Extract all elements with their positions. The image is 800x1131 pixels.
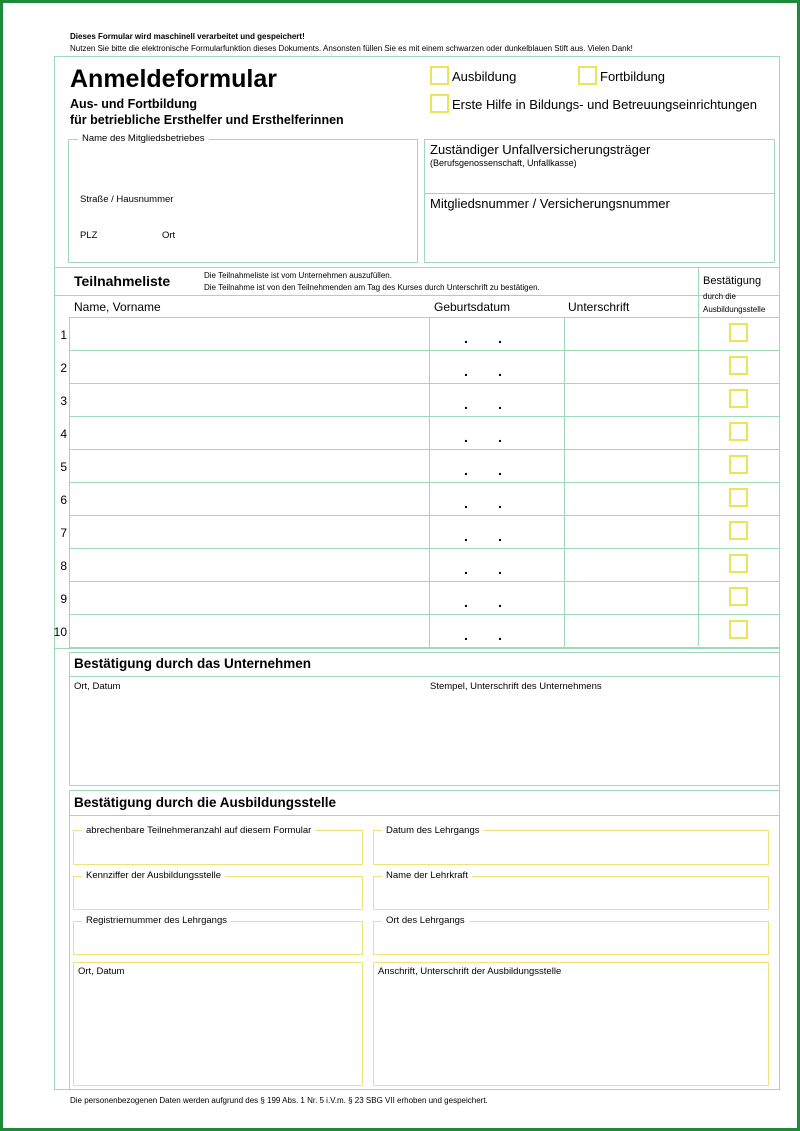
- company-confirm-place-date: Ort, Datum: [74, 681, 121, 692]
- notice-line-1: Dieses Formular wird maschinell verarbeitet und gespeichert!: [70, 32, 305, 41]
- date-separator-dot: .: [464, 528, 468, 544]
- street-input[interactable]: [72, 206, 412, 224]
- fortbildung-checkbox[interactable]: [578, 66, 597, 85]
- table-row-line: [69, 449, 780, 450]
- col-sign-header: Unterschrift: [568, 300, 630, 314]
- participant-name-input[interactable]: [72, 618, 426, 643]
- company-confirm-place-date-input[interactable]: [72, 696, 412, 776]
- participant-confirm-checkbox[interactable]: [729, 422, 748, 441]
- participant-confirm-checkbox[interactable]: [729, 323, 748, 342]
- participant-name-input[interactable]: [72, 552, 426, 577]
- participants-title: Teilnahmeliste: [74, 273, 171, 289]
- row-number: 2: [60, 361, 67, 375]
- participant-birthdate-input[interactable]: [432, 354, 562, 379]
- participant-name-input[interactable]: [72, 387, 426, 412]
- date-separator-dot: .: [464, 363, 468, 379]
- training-confirm-title: Bestätigung durch die Ausbildungsstelle: [74, 795, 337, 810]
- participant-signature-input[interactable]: [567, 486, 695, 511]
- training-place-date-box[interactable]: [73, 962, 363, 1086]
- row-number: 10: [53, 625, 67, 639]
- plz-label: PLZ: [80, 230, 98, 241]
- company-name-legend: Name des Mitgliedsbetriebes: [78, 133, 209, 144]
- confirm-header-3: Ausbildungsstelle: [703, 305, 766, 314]
- participant-name-input[interactable]: [72, 519, 426, 544]
- member-number-label: Mitgliedsnummer / Versicherungsnummer: [430, 196, 670, 211]
- participants-note-2: Die Teilnahme ist von den Teilnehmenden am Tag des Kurses durch Unterschrift zu bestätigen.: [204, 283, 540, 292]
- participant-confirm-checkbox[interactable]: [729, 356, 748, 375]
- table-row-line: [69, 581, 780, 582]
- participant-birthdate-input[interactable]: [432, 519, 562, 544]
- training-code-box[interactable]: [73, 876, 363, 910]
- date-separator-dot: .: [464, 561, 468, 577]
- row-number: 1: [60, 328, 67, 342]
- course-place-label: Ort des Lehrgangs: [382, 915, 469, 926]
- participant-birthdate-input[interactable]: [432, 486, 562, 511]
- company-confirm-stamp: Stempel, Unterschrift des Unternehmens: [430, 681, 602, 692]
- erste-hilfe-label: Erste Hilfe in Bildungs- und Betreuungseinrichtungen: [452, 97, 757, 112]
- company-confirm-stamp-input[interactable]: [428, 696, 773, 776]
- date-separator-dot: .: [464, 627, 468, 643]
- ausbildung-label: Ausbildung: [452, 69, 517, 84]
- table-row-line: [69, 515, 780, 516]
- table-top-line: [69, 317, 780, 318]
- participant-confirm-checkbox[interactable]: [729, 521, 748, 540]
- participant-birthdate-input[interactable]: [432, 321, 562, 346]
- company-confirm-divider: [69, 676, 780, 677]
- participant-birthdate-input[interactable]: [432, 585, 562, 610]
- date-separator-dot: .: [498, 627, 502, 643]
- participant-confirm-checkbox[interactable]: [729, 620, 748, 639]
- teacher-name-label: Name der Lehrkraft: [382, 870, 472, 881]
- participant-signature-input[interactable]: [567, 354, 695, 379]
- participant-birthdate-input[interactable]: [432, 453, 562, 478]
- date-separator-dot: .: [498, 330, 502, 346]
- insurer-input[interactable]: [428, 170, 771, 190]
- row-number: 5: [60, 460, 67, 474]
- insurer-divider: [424, 193, 775, 194]
- participant-confirm-checkbox[interactable]: [729, 587, 748, 606]
- plz-ort-input[interactable]: [72, 242, 412, 260]
- training-confirm-divider: [69, 815, 780, 816]
- registration-number-box[interactable]: [73, 921, 363, 955]
- course-place-box[interactable]: [373, 921, 769, 955]
- participant-signature-input[interactable]: [567, 321, 695, 346]
- col-birth-header: Geburtsdatum: [434, 300, 511, 314]
- date-separator-dot: .: [464, 462, 468, 478]
- date-separator-dot: .: [498, 396, 502, 412]
- notice-line-2: Nutzen Sie bitte die elektronische Formularfunktion dieses Dokuments. Ansonsten füllen Sie es mit einem schwarzen oder dunkelblauen Stift aus. Vielen Dank!: [70, 44, 633, 53]
- date-separator-dot: .: [498, 429, 502, 445]
- training-place-date-label: Ort, Datum: [78, 966, 125, 977]
- participant-name-input[interactable]: [72, 486, 426, 511]
- row-number: 7: [60, 526, 67, 540]
- row-number: 3: [60, 394, 67, 408]
- date-separator-dot: .: [498, 462, 502, 478]
- table-row-line: [69, 350, 780, 351]
- participant-birthdate-input[interactable]: [432, 387, 562, 412]
- participant-confirm-checkbox[interactable]: [729, 455, 748, 474]
- course-date-label: Datum des Lehrgangs: [382, 825, 483, 836]
- company-name-input[interactable]: [72, 150, 412, 186]
- table-row-line: [69, 548, 780, 549]
- company-confirm-title: Bestätigung durch das Unternehmen: [74, 656, 312, 671]
- participant-name-input[interactable]: [72, 453, 426, 478]
- footer-text: Die personenbezogenen Daten werden aufgrund des § 199 Abs. 1 Nr. 5 i.V.m. § 23 SBG VII erhoben und gespeichert.: [70, 1096, 488, 1105]
- form-subtitle-1: Aus- und Fortbildung: [70, 97, 198, 111]
- table-row-line: [69, 614, 780, 615]
- training-signature-label: Anschrift, Unterschrift der Ausbildungsstelle: [378, 966, 562, 977]
- participant-name-input[interactable]: [72, 420, 426, 445]
- date-separator-dot: .: [498, 594, 502, 610]
- row-number: 9: [60, 592, 67, 606]
- training-signature-box[interactable]: [373, 962, 769, 1086]
- participants-top-line: [54, 267, 780, 268]
- date-separator-dot: .: [464, 396, 468, 412]
- participant-signature-input[interactable]: [567, 420, 695, 445]
- date-separator-dot: .: [464, 495, 468, 511]
- participant-signature-input[interactable]: [567, 519, 695, 544]
- fortbildung-label: Fortbildung: [600, 69, 666, 84]
- confirm-header-2: durch die: [703, 292, 736, 301]
- participants-header-line: [54, 295, 780, 296]
- participant-signature-input[interactable]: [567, 387, 695, 412]
- insurer-subtitle: (Berufsgenossenschaft, Unfallkasse): [430, 158, 577, 168]
- row-number: 6: [60, 493, 67, 507]
- training-code-label: Kennziffer der Ausbildungsstelle: [82, 870, 225, 881]
- registration-number-label: Registriernummer des Lehrgangs: [82, 915, 231, 926]
- participant-birthdate-input[interactable]: [432, 420, 562, 445]
- member-number-input[interactable]: [428, 214, 771, 258]
- teacher-name-box[interactable]: [373, 876, 769, 910]
- ort-label: Ort: [162, 230, 176, 241]
- confirm-column-line: [698, 267, 699, 646]
- participants-note-1: Die Teilnahmeliste ist vom Unternehmen auszufüllen.: [204, 271, 392, 280]
- participant-name-input[interactable]: [72, 354, 426, 379]
- participant-confirm-checkbox[interactable]: [729, 554, 748, 573]
- date-separator-dot: .: [464, 330, 468, 346]
- date-separator-dot: .: [464, 429, 468, 445]
- participant-confirm-checkbox[interactable]: [729, 389, 748, 408]
- date-separator-dot: .: [498, 363, 502, 379]
- participant-signature-input[interactable]: [567, 618, 695, 643]
- date-separator-dot: .: [498, 528, 502, 544]
- participant-count-label: abrechenbare Teilnehmeranzahl auf diesem Formular: [82, 825, 315, 836]
- participants-bottom-line: [54, 648, 780, 649]
- participant-signature-input[interactable]: [567, 453, 695, 478]
- participant-signature-input[interactable]: [567, 552, 695, 577]
- table-row-line: [69, 416, 780, 417]
- row-number: 4: [60, 427, 67, 441]
- participant-signature-input[interactable]: [567, 585, 695, 610]
- confirm-header-1: Bestätigung: [703, 275, 762, 287]
- erste-hilfe-checkbox[interactable]: [430, 94, 449, 113]
- date-separator-dot: .: [498, 495, 502, 511]
- table-row-line: [69, 383, 780, 384]
- insurer-title: Zuständiger Unfallversicherungsträger: [430, 142, 651, 157]
- date-separator-dot: .: [464, 594, 468, 610]
- participant-name-input[interactable]: [72, 321, 426, 346]
- street-label: Straße / Hausnummer: [80, 194, 174, 205]
- ausbildung-checkbox[interactable]: [430, 66, 449, 85]
- form-title: Anmeldeformular: [70, 65, 277, 93]
- participant-birthdate-input[interactable]: [432, 552, 562, 577]
- table-row-line: [69, 482, 780, 483]
- participant-name-input[interactable]: [72, 585, 426, 610]
- form-subtitle-2: für betriebliche Ersthelfer und Ersthelferinnen: [70, 113, 344, 127]
- participant-birthdate-input[interactable]: [432, 618, 562, 643]
- row-number: 8: [60, 559, 67, 573]
- col-name-header: Name, Vorname: [74, 300, 161, 314]
- participant-confirm-checkbox[interactable]: [729, 488, 748, 507]
- date-separator-dot: .: [498, 561, 502, 577]
